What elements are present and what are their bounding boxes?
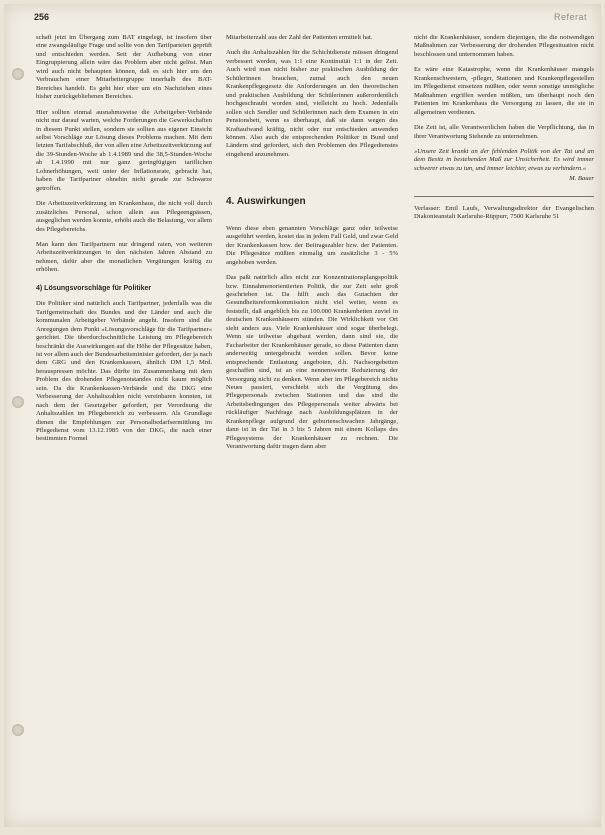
paragraph: Wenn diese eben genannten Vorschläge ganz oder teilweise ausgeführt werden, kostet das in jedem Fall Geld, und zwar Geld der Krankenkassen bzw. der Beitragszahler bzw. der Patienten. Die Pflegesätze müßten einmalig um zusätzliche 3 - 5% angehoben werden. [226, 224, 398, 266]
punch-hole [12, 68, 24, 80]
paragraph: Mitarbeiterzahl aus der Zahl der Patienten ermittelt hat. [226, 34, 373, 41]
paragraph: Auch die Anhaltszahlen für die Schichtdienste müssen dringend verbessert werden, was 1:1 eine Kontinuität 1:1 in der Zeit. Auch wird man nicht bisher zur praktischen Ausbildung der Schülerinnen brauchen, zumal auch den neuen Krankenpflegegesetz die Anforderungen an den theoretischen und praktischen Ausbildung der Schülerinnen außerordentlich hochgeschraubt worden sind, vielleicht zu hoch. Jedenfalls sollen sich Sendler und Schülerinnen nach dem Examen in ein Pensionsbett, wenn es überhaupt, daß sie dann wegen des Kraftaufwand kräftig, nicht oder nur entschieden anwenden können. Also auch die entsprechenden Politiker in Bund und Ländern sind gefordert, sich den Problemen des Pflegedienstes eingehend anzunehmen. [226, 49, 398, 158]
section-heading: 4. Auswirkungen [226, 196, 306, 208]
document-page [4, 4, 601, 827]
section-heading: 4) Lösungsvorschläge für Politiker [36, 284, 152, 292]
paragraph: Hier sollten einmal ausnahmsweise die Arbeitgeber-Verbände nicht nur darauf warten, welche Forderungen die Gewerkschaften in diesem Punkt stellen, sondern sie sollten aus eigener Einsicht selbst Vorschläge zur Lösung dieses Problems machen. Mit dem letzten Tarifabschluß, der von allen eine Arbeitszeitverkürzung auf die 39-Stunden-Woche ab 1.4.1989 und die 38,5-Stunden-Woche ab 1.4.1990 mit nur ganz geringfügigen tariflichen Lohnerhöhungen, weit unter der Inflationsrate, gebracht hat, haben die Tarifpartner ohnehin nicht gerade zur Schwarze getroffen. [36, 108, 212, 192]
author-note: Verfasser: Emil Laufs, Verwaltungsdirektor der Evangelischen Diakonieanstalt Karlsruhe-Rüppurr, 7500 Karlsruhe 51 [414, 204, 594, 221]
column-left [36, 34, 212, 451]
divider [414, 196, 594, 197]
paragraph: schaft jetzt im Übergang zum BAT eingelegt, ist insofern über eine zwangsläufige Frage und sollte von den Tarifparteien geprüft und entschieden werden. Seit der Aufhebung von einer Eingruppierung allein wäre das Problem aber nicht gelöst. Man wird auch nicht behaupten können, daß es sich hier um den Verbrauchen einer Mitarbeitergruppe innerhalb des BAT-Bereiches handelt. Es geht hier eher um ein Nachziehen eines bisher zurückgebliebenen Bereiches. [36, 34, 212, 101]
quote-author: M. Bauer [569, 175, 594, 183]
paragraph: Man kann den Tarifpartnern nur dringend raten, von weiteren Arbeitszeitverkürzungen in den nächsten Jahren Abstand zu nehmen, dafür aber die monatlichen Vergütungen kräftig zu erhöhen. [36, 240, 212, 274]
punch-hole [12, 396, 24, 408]
paragraph: Das paßt natürlich alles nicht zur Konzentrationsplangspolitik bzw. Einnahmenorientierten Politik, die zur Zeit sehr groß geschrieben ist. Da hilft auch das Gutachten der Gesundheitsreformkommission nicht viel weiter, wenn es feststellt, daß angeblich bis zu 100.000 Krankenbetten zuviel in deutschen Krankenhäusern stünden. Die Wirklichkeit vor Ort sieht anders aus. Viele Krankenhäuser sind sogar überbelegt. Wenn sie teilweise abgebaut werden, dann sind sie, die Facharbeiter der Krankenhäuser gerade, so diese Patienten dann anderweitig untergebracht werden sollen. Bevor keine entsprechende Entlastung angeboten, d.h. Nachsorgebetten geschaffen sind, ist an eine nennenswerte Reduzierung der Versorgung nicht zu denken. Wenn aber im Pflegebereich nichts Neues passiert, verschiebt sich die Vergütung des Pflegepersonals zwischen Stationen und das sind die Arbeitsbedingungen des Pflegepersonals weiter abwärts bei rückläufiger Nachfrage nach Ausbildungsplätzen in der Krankenpflege aufgrund der geburtenschwachen Jahrgänge, dann ist in der Tat in 3 bis 5 Jahren mit einem Kollaps des Pflegesystems der Krankenhäuser zu rechnen. Die Verantwortung dafür tragen dann aber [226, 274, 398, 451]
paragraph: Die Zeit ist, alle Verantwortlichen haben die Verpflichtung, das in ihrer Verantwortung Stehende zu unternehmen. [414, 124, 594, 140]
column-middle [226, 34, 398, 459]
paragraph: Es wäre eine Katastrophe, wenn die Krankenhäuser mangels Krankenschwestern, -pfleger, Stationen und Krankenpflegestellen im Pflegedienst einsetzen müßten, oder wenn sonstige unmögliche Maßnahmen ergriffen werden müßten, um überhaupt noch den Patienten im Krankenhaus die Versorgung zu lassen, die sie in allgemeinen verdienen. [414, 66, 594, 116]
paragraph: Die Arbeitszeitverkürzung im Krankenhaus, die nicht voll durch zusätzliches Personal, schon allein aus Pflegeengpässen, ausgeglichen werden konnte, erhöht auch die Belastung, vor allem des Pflegebereichs. [36, 200, 212, 233]
column-right [414, 34, 594, 229]
running-title: Referat [553, 12, 587, 22]
punch-hole [12, 724, 24, 736]
closing-quote: »Unsere Zeit krankt an der fehlenden Politik von der Tat und an dem Besitz in bestehenden Maß zur Unsicherheit. Es wird immer schwerer etwas zu tun, und immer leichter, etwas zu verhindern.« [414, 147, 594, 172]
page-number: 256 [34, 12, 50, 22]
page-header [34, 12, 587, 26]
paragraph: nicht die Krankenhäuser, sondern diejenigen, die die notwendigen Maßnahmen zur Verbesserung der drohenden Pflegesituation nicht beschlossen und unternommen haben. [414, 34, 594, 58]
paragraph: Die Politiker sind natürlich auch Tarifpartner, jedenfalls was die Tarifgemeinschaft des Bundes und der Länder und auch die kommunalen Arbeitgeber Verbände angeht. Insofern sind die Anregungen dem Punkt »Lösungsvorschläge für die Tarifpartner« gerichtet. Die überdurchschnittliche Leistung im Pflegebereich beschränkt die Auswirkungen auf die Höhe der Pflegesätze haben, ist vor allem auch der Bundesarbeitsminister gefordert, der ja nach dem GRG und den Krankenkassen, ähnlich DM 1,5 Mrd. herauspressen möchte. Das dürfte im Zusammenhang mit dem Problem des drohenden Pflegenotstandes nicht kaum möglich sein. Da die Krankenkassen-Verbände und die DKG eine Verbesserung der Anhaltszahlen nicht vereinbaren konnten, ist nach dem der Gesetzgeber gefordert, per Verordnung die Anhaltszahlen im Pflegebereich zu verbessern. Als Grundlage dienen die Empfehlungen zur Personalbedarfsermittlung im Pflegedienst vom 13.12.1985 von der DKG, die nach einer bestimmten Formel [36, 300, 212, 443]
